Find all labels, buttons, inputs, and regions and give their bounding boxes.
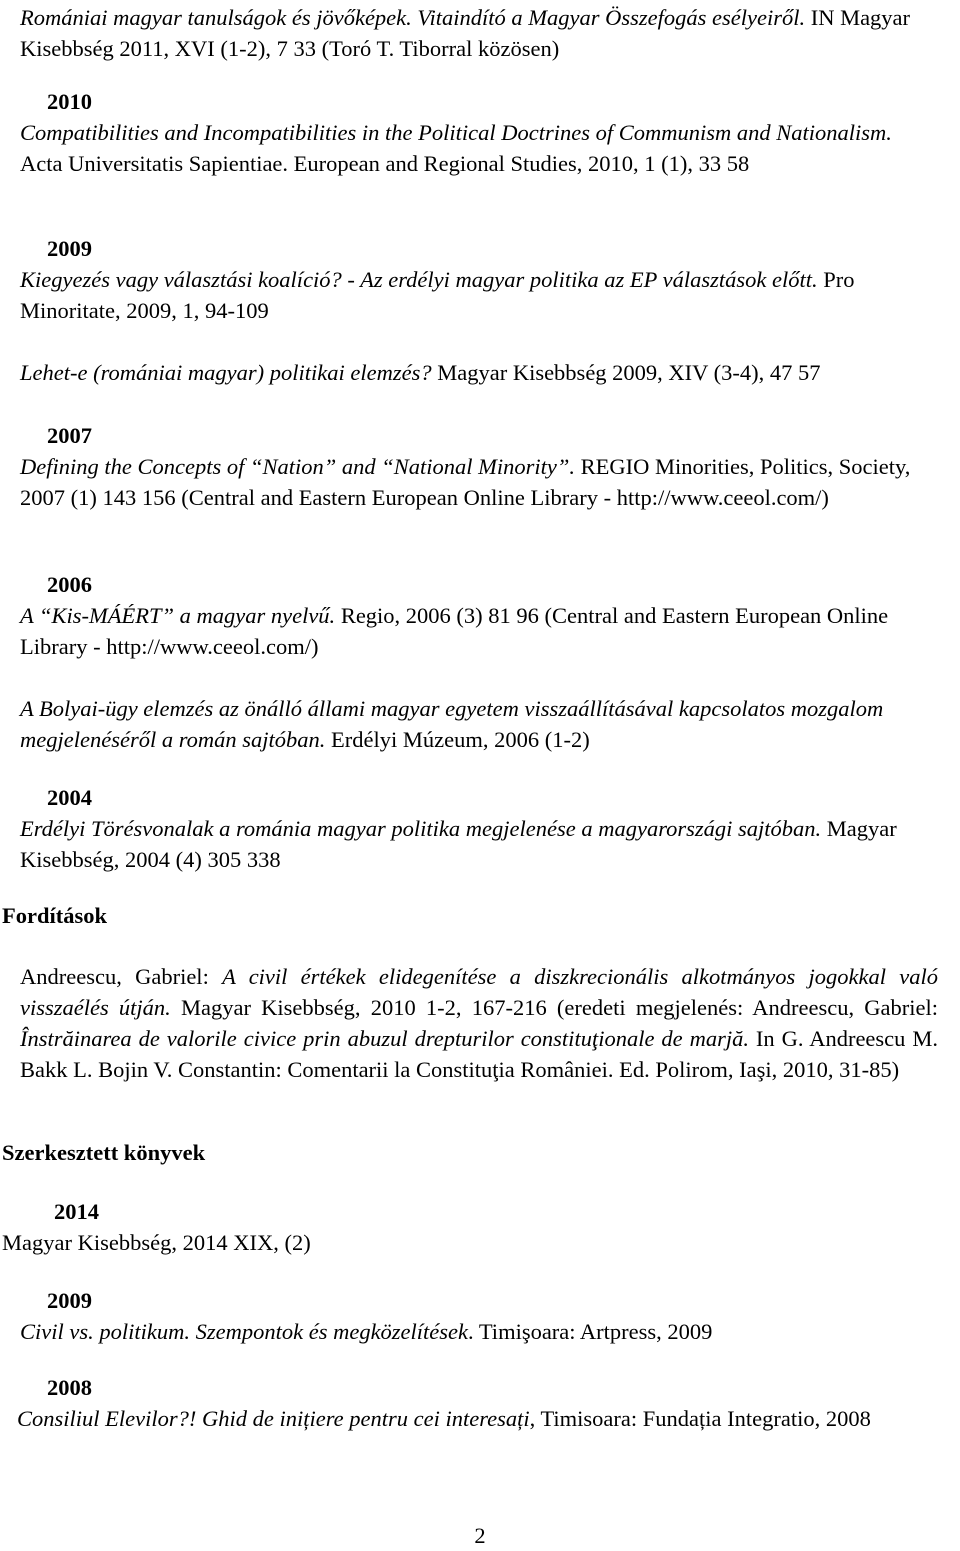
translation-title: A civil értékek elidegenítése a diszkrecionális alkotmányos jogokkal való visszaélés útján. <box>20 964 939 1020</box>
entry-details: Acta Universitatis Sapientiae. European and Regional Studies, 2010, 1 (1), 33 58 <box>20 151 750 176</box>
publication-entry <box>20 600 938 662</box>
entry-title: Kiegyezés vagy választási koalíció? - Az erdélyi magyar politika az EP választások előtt. <box>20 267 818 292</box>
original-title: Înstrăinarea de valorile civice prin abuzul drepturilor constituţionale de marjă. <box>20 1026 749 1051</box>
edited-details: , Timisoara: Fundația Integratio, 2008 <box>529 1406 871 1431</box>
translation-author: Andreescu, Gabriel: <box>20 964 223 989</box>
publication-entry <box>20 357 938 388</box>
edited-entry <box>17 1403 958 1434</box>
entry-title: Romániai magyar tanulságok és jövőképek. Vitaindító a Magyar Összefogás esélyeiről. <box>20 5 806 30</box>
publication-entry <box>20 693 938 755</box>
translation-details: Magyar Kisebbség, 2010 1-2, 167-216 (eredeti megjelenés: Andreescu, Gabriel: <box>170 995 938 1020</box>
year-heading: 2010 <box>47 89 92 114</box>
publication-entry <box>20 451 938 513</box>
publication-entry <box>20 117 938 179</box>
entry-title: A Bolyai-ügy elemzés az önálló állami magyar egyetem visszaállításával kapcsolatos mozgalom megjelenéséről a román sajtóban. <box>20 696 884 752</box>
publication-entry <box>20 813 938 875</box>
edited-details: . Timişoara: Artpress, 2009 <box>468 1319 713 1344</box>
entry-details: Erdélyi Múzeum, 2006 (1-2) <box>325 727 590 752</box>
year-heading: 2006 <box>47 572 92 597</box>
section-heading-edited-books: Szerkesztett könyvek <box>2 1140 206 1165</box>
publication-entry <box>20 2 938 64</box>
entry-title: Erdélyi Törésvonalak a románia magyar politika megjelenése a magyarországi sajtóban. <box>20 816 822 841</box>
entry-details: Pro Minoritate, 2009, 1, 94-109 <box>20 267 855 323</box>
year-heading: 2009 <box>47 1288 92 1313</box>
edited-entry: Magyar Kisebbség, 2014 XIX, (2) <box>2 1230 311 1255</box>
entry-details: Magyar Kisebbség, 2004 (4) 305 338 <box>20 816 897 872</box>
translation-entry <box>20 961 938 1085</box>
entry-details: Regio, 2006 (3) 81 96 (Central and Eastern European Online Library - http://www.ceeol.com/) <box>20 603 889 659</box>
year-heading: 2008 <box>47 1375 92 1400</box>
publication-entry <box>20 264 938 326</box>
entry-details: REGIO Minorities, Politics, Society, 2007 (1) 143 156 (Central and Eastern European Online Library - http://www.ceeol.com/) <box>20 454 911 510</box>
entry-title: Defining the Concepts of “Nation” and “National Minority”. <box>20 454 576 479</box>
entry-details: Magyar Kisebbség 2009, XIV (3-4), 47 57 <box>431 360 821 385</box>
entry-title: Lehet-e (romániai magyar) politikai elemzés? <box>20 360 432 385</box>
page-number: 2 <box>474 1523 486 1548</box>
original-details: In G. Andreescu M. Bakk L. Bojin V. Constantin: Comentarii la Constituţia României. Ed. Polirom, Iaşi, 2010, 31-85) <box>20 1026 938 1082</box>
entry-title: A “Kis-MÁÉRT” a magyar nyelvű. <box>20 603 336 628</box>
year-heading: 2009 <box>47 236 92 261</box>
edited-title: Civil vs. politikum. Szempontok és megközelítések <box>20 1319 469 1344</box>
section-heading-translations: Fordítások <box>2 903 108 928</box>
entry-details: IN Magyar Kisebbség 2011, XVI (1-2), 7 33 (Toró T. Tiborral közösen) <box>20 5 911 61</box>
year-heading: 2014 <box>54 1199 99 1224</box>
year-heading: 2007 <box>47 423 92 448</box>
edited-title: Consiliul Elevilor?! Ghid de inițiere pentru cei interesați <box>17 1406 530 1431</box>
year-heading: 2004 <box>47 785 92 810</box>
entry-title: Compatibilities and Incompatibilities in the Political Doctrines of Communism and Nationalism. <box>20 120 892 145</box>
edited-entry <box>20 1316 938 1347</box>
